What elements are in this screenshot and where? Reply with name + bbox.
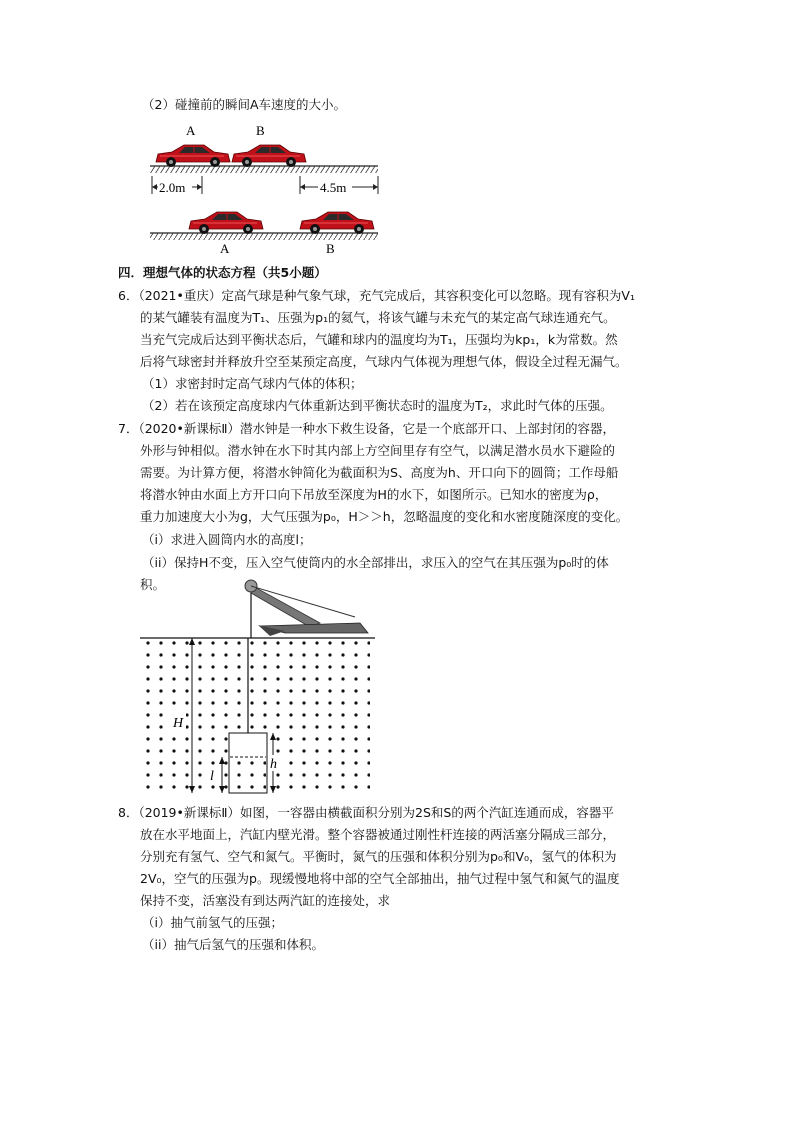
q8-sub1: （i）抽气前氢气的压强； bbox=[142, 915, 283, 930]
label-h: h bbox=[270, 757, 277, 772]
car-a-top bbox=[156, 145, 230, 167]
q8-line-2: 放在水平地面上，汽缸内壁光滑。整个容器被通过刚性杆连接的两活塞分隔成三部分， bbox=[140, 827, 616, 842]
q6-sub2: （2）若在该预定高度球内气体重新达到平衡状态时的温度为T₂，求此时气体的压强。 bbox=[142, 398, 613, 413]
q6-line-1: 6．（2021•重庆）定高气球是种气象气球，充气完成后，其容积变化可以忽略。现有容积为V₁ bbox=[118, 288, 635, 303]
q6-line-4: 后将气球密封并释放升空至某预定高度，气球内气体视为理想气体，假设全过程无漏气。 bbox=[140, 354, 628, 369]
q7-line-3: 需要。为计算方便，将潜水钟简化为截面积为S、高度为h、开口向下的圆筒；工作母船 bbox=[140, 465, 619, 480]
q6-line-2: 的某气罐装有温度为T₁、压强为p₁的氦气，将该气罐与未充气的某定高气球连通充气。 bbox=[140, 310, 616, 325]
car-b-bottom bbox=[300, 212, 374, 234]
q7-sub1: （i）求进入圆筒内水的高度l； bbox=[142, 532, 312, 547]
label-b-top: B bbox=[256, 123, 265, 138]
label-l: l bbox=[210, 769, 214, 784]
label-H: H bbox=[173, 716, 184, 731]
section-title: 四．理想气体的状态方程（共5小题） bbox=[118, 265, 327, 280]
car-a-bottom bbox=[189, 212, 263, 234]
car-b-top bbox=[232, 145, 306, 167]
q8-line-4: 2V₀，空气的压强为p。现缓慢地将中部的空气全部抽出，抽气过程中氢气和氮气的温度 bbox=[140, 871, 620, 886]
q7-line-5: 重力加速度大小为g，大气压强为p₀，H＞＞h，忽略温度的变化和水密度随深度的变化。 bbox=[140, 509, 629, 524]
q7-line-2: 外形与钟相似。潜水钟在水下时其内部上方空间里存有空气，以满足潜水员水下避险的 bbox=[140, 443, 616, 458]
q6-line-3: 当充气完成后达到平衡状态后，气罐和球内的温度均为T₁，压强均为kp₁，k为常数。然 bbox=[140, 332, 618, 347]
q5-sub2: （2）碰撞前的瞬间A车速度的大小。 bbox=[142, 97, 347, 112]
q7-sub2-line1: （ii）保持H不变，压入空气使筒内的水全部排出，求压入的空气在其压强为p₀时的体 bbox=[142, 555, 609, 570]
distance-left-label: 2.0m bbox=[159, 180, 186, 195]
car-collision-figure bbox=[140, 118, 390, 258]
q7-line-1: 7．（2020•新课标Ⅱ）潜水钟是一种水下救生设备，它是一个底部开口、上部封闭的容器， bbox=[118, 421, 616, 436]
q8-sub2: （ii）抽气后氢气的压强和体积。 bbox=[142, 937, 324, 952]
diving-bell-figure bbox=[140, 575, 380, 795]
label-b-bottom: B bbox=[326, 241, 335, 256]
q8-line-5: 保持不变，活塞没有到达两汽缸的连接处，求 bbox=[140, 893, 391, 908]
distance-right-label: 4.5m bbox=[320, 180, 347, 195]
label-a-top: A bbox=[186, 123, 196, 138]
q8-line-3: 分别充有氢气、空气和氮气。平衡时，氮气的压强和体积分别为p₀和V₀，氢气的体积为 bbox=[140, 849, 617, 864]
q7-line-4: 将潜水钟由水面上方开口向下吊放至深度为H的水下，如图所示。已知水的密度为ρ， bbox=[140, 487, 608, 502]
q8-line-1: 8．（2019•新课标Ⅱ）如图，一容器由横截面积分别为2S和S的两个汽缸连通而成，容器平 bbox=[118, 805, 614, 820]
label-a-bottom: A bbox=[220, 241, 230, 256]
q6-sub1: （1）求密封时定高气球内气体的体积； bbox=[142, 376, 363, 391]
q7-sub2-line2: 积。 bbox=[140, 577, 166, 592]
